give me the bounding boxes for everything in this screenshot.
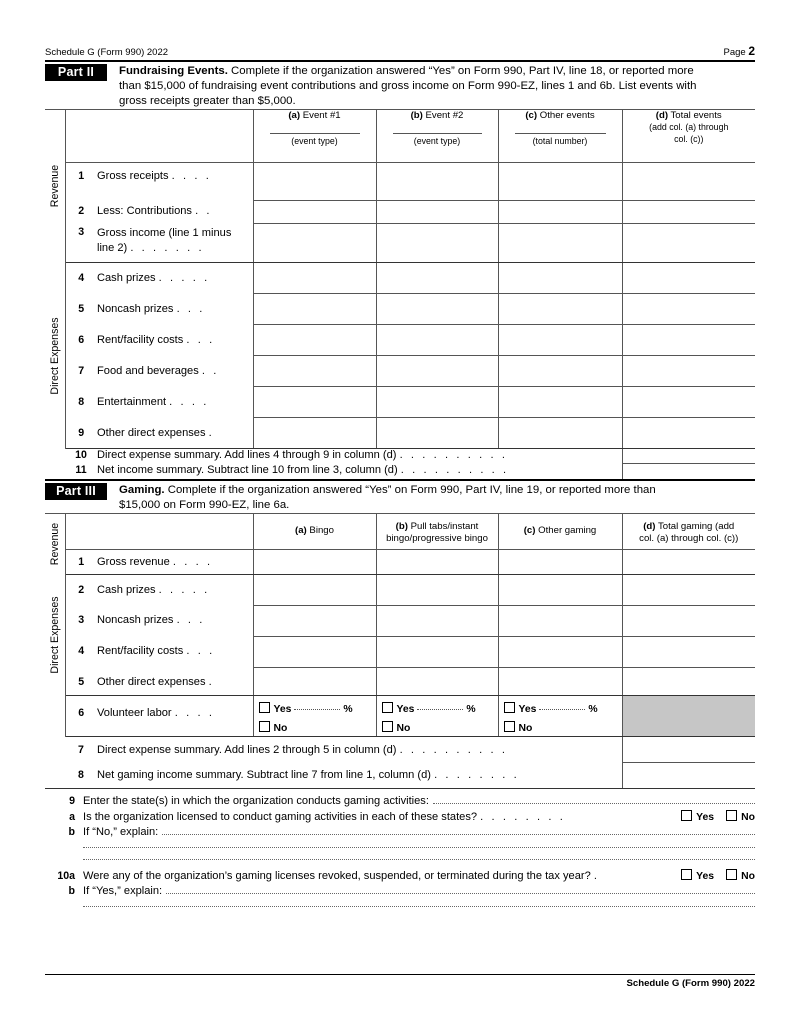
part2-row-2 <box>45 201 755 224</box>
part2-row-7-num: 7 <box>78 364 85 377</box>
part3-row-5-col-d[interactable] <box>622 667 755 695</box>
part3-expenses-side-label: Direct Expenses <box>45 574 65 695</box>
part2-row-3-col-d[interactable] <box>622 224 755 263</box>
part2-row-2-label: Less: Contributions . . <box>97 204 213 217</box>
question-9 <box>45 795 755 807</box>
part2-column-header-row <box>45 110 755 163</box>
schedule-title: Schedule G (Form 990) 2022 <box>45 47 169 58</box>
part3-row-4-label: Rent/facility costs . . . <box>97 645 215 658</box>
part3-row-2-col-c[interactable] <box>498 574 622 605</box>
gaming-questions <box>45 788 755 907</box>
part2-row-2-col-d[interactable] <box>622 201 755 224</box>
volunteer-a-yes-row[interactable]: Yes % <box>259 699 371 717</box>
part3-row-5-col-b[interactable] <box>376 667 498 695</box>
volunteer-c-no-checkbox[interactable] <box>504 721 515 732</box>
part3-row-7-label: Direct expense summary. Add lines 2 through 5 in column (d) . . . . . . . . . . <box>97 743 508 756</box>
question-9a <box>45 810 755 823</box>
volunteer-a-yes-checkbox[interactable] <box>259 702 270 713</box>
part2-col-d-header: (d) Total events (add col. (a) through col. (c)) <box>622 110 755 163</box>
question-10a-yesno: Yes No <box>673 869 755 882</box>
part3-header-spacer <box>65 513 253 549</box>
question-9b-answer-line-1[interactable] <box>162 834 755 835</box>
question-9a-no-checkbox[interactable] <box>726 810 737 821</box>
volunteer-a-no-row[interactable]: No <box>259 718 371 736</box>
volunteer-b-no-checkbox[interactable] <box>382 721 393 732</box>
part3-row-5-col-c[interactable] <box>498 667 622 695</box>
question-9a-yesno: Yes No <box>673 810 755 823</box>
part3-volunteer-col-c <box>498 695 622 736</box>
page-header <box>45 44 755 60</box>
part2-row-6-col-a[interactable] <box>253 325 376 356</box>
part3-row-4-col-a[interactable] <box>253 636 376 667</box>
part3-revenue-side-label: Revenue <box>45 513 65 574</box>
part3-row-5-col-a[interactable] <box>253 667 376 695</box>
part2-row-6-col-c[interactable] <box>498 325 622 356</box>
part2-row-1-num: 1 <box>78 170 85 183</box>
part2-col-b-header: (b) Event #2 (event type) <box>376 110 498 163</box>
part2-row-8-label: Entertainment . . . . <box>97 395 209 408</box>
question-9b <box>45 826 755 838</box>
part2-row-1-col-d[interactable] <box>622 163 755 201</box>
part3-row-7-col-d[interactable] <box>622 736 755 762</box>
part3-row-3-col-a[interactable] <box>253 605 376 636</box>
part2-desc-line2: than $15,000 of fundraising event contributions and gross income on Form 990-EZ, lines 1 and 6b. List events with <box>119 80 697 93</box>
part2-row-4-label: Cash prizes . . . . . <box>97 272 210 285</box>
volunteer-b-yes-checkbox[interactable] <box>382 702 393 713</box>
question-10a-no-checkbox[interactable] <box>726 869 737 880</box>
part3-volunteer-col-d-shaded <box>622 695 755 736</box>
question-9a-num: a <box>69 811 75 824</box>
part2-row-1-col-b[interactable] <box>376 163 498 201</box>
part3-desc-line2: $15,000 on Form 990-EZ, line 6a. <box>119 498 290 511</box>
question-9-answer-line[interactable] <box>433 803 755 804</box>
footer-text: Schedule G (Form 990) 2022 <box>626 978 755 989</box>
question-10a-text: Were any of the organization’s gaming licenses revoked, suspended, or terminated during the tax year? . <box>83 870 600 883</box>
part2-col-c-header: (c) Other events (total number) <box>498 110 622 163</box>
part2-row-10-num: 10 <box>75 449 87 462</box>
part2-row-8-col-c[interactable] <box>498 387 622 418</box>
part3-volunteer-col-b <box>376 695 498 736</box>
part3-side-blank <box>45 695 65 736</box>
volunteer-a-percent-line[interactable] <box>294 709 340 710</box>
part3-volunteer-col-a <box>253 695 376 736</box>
part3-row-1-label: Gross revenue . . . . <box>97 549 253 574</box>
part2-row-8-col-b[interactable] <box>376 387 498 418</box>
part2-row-8-col-a[interactable] <box>253 387 376 418</box>
part2-row-7-col-d[interactable] <box>622 356 755 387</box>
part2-row-11-label: Net income summary. Subtract line 10 from line 3, column (d) . . . . . . . . . . <box>97 463 509 476</box>
part2-row-5-col-d[interactable] <box>622 294 755 325</box>
question-9a-text: Is the organization licensed to conduct gaming activities in each of these states? . . . . . . . . <box>83 811 566 824</box>
part2-row-9-label: Other direct expenses . <box>97 418 253 449</box>
question-10a-num: 10a <box>57 870 75 883</box>
volunteer-c-yes-row[interactable]: Yes % <box>504 699 617 717</box>
question-9-num: 9 <box>69 795 75 808</box>
page-number: 2 <box>748 44 755 58</box>
part2-row-5-col-a[interactable] <box>253 294 376 325</box>
part3-row-3 <box>45 605 755 636</box>
part2-row-3-col-a[interactable] <box>253 224 376 263</box>
volunteer-c-no-row[interactable]: No <box>504 718 617 736</box>
part2-row-4-num: 4 <box>78 272 85 285</box>
part3-row-6-volunteer-labor <box>45 695 755 736</box>
part2-row-10-label: Direct expense summary. Add lines 4 through 9 in column (d) . . . . . . . . . . <box>97 449 508 462</box>
question-10b <box>45 885 755 897</box>
part2-row-8-col-d[interactable] <box>622 387 755 418</box>
page-label: Page <box>723 47 746 58</box>
question-10b-num: b <box>68 885 75 898</box>
part3-row-1-col-a[interactable] <box>253 549 376 574</box>
part2-banner <box>45 60 755 109</box>
part2-row-5 <box>45 294 755 325</box>
question-9-text: Enter the state(s) in which the organization conducts gaming activities: <box>83 795 429 808</box>
part2-row-4-col-d[interactable] <box>622 263 755 294</box>
part3-col-c-header: (c) Other gaming <box>498 513 622 549</box>
part2-row-7 <box>45 356 755 387</box>
part2-row-5-num: 5 <box>78 302 85 315</box>
part2-row-7-col-c[interactable] <box>498 356 622 387</box>
part2-tag: Part II <box>45 64 107 81</box>
part2-row-6-col-d[interactable] <box>622 325 755 356</box>
part2-row-11-num: 11 <box>75 463 87 476</box>
part3-row-3-num: 3 <box>78 614 85 627</box>
part2-row-11-col-d[interactable] <box>622 464 755 479</box>
volunteer-b-no-row[interactable]: No <box>382 718 493 736</box>
part2-row-4 <box>45 263 755 294</box>
part2-desc-line3: gross receipts greater than $5,000. <box>119 95 296 108</box>
part2-row-10-col-d[interactable] <box>622 449 755 464</box>
page-footer <box>45 974 755 989</box>
volunteer-a-no-checkbox[interactable] <box>259 721 270 732</box>
part2-row-9 <box>45 418 755 449</box>
part2-row-5-col-c[interactable] <box>498 294 622 325</box>
part2-row-6-num: 6 <box>78 333 85 346</box>
volunteer-c-percent-line[interactable] <box>539 709 585 710</box>
page-indicator <box>723 44 755 58</box>
part2-row-1 <box>45 163 755 201</box>
part3-desc-line1: Complete if the organization answered “Yes” on Form 990, Part IV, line 19, or reported more than <box>164 483 656 496</box>
question-9b-answer-line-3[interactable] <box>83 859 755 860</box>
part2-description <box>119 64 755 109</box>
part3-col-d-header: (d) Total gaming (add col. (a) through col. (c)) <box>622 513 755 549</box>
part3-row-2-col-a[interactable] <box>253 574 376 605</box>
part3-row-7 <box>45 736 755 762</box>
part3-row-4-col-b[interactable] <box>376 636 498 667</box>
part3-row-7-num: 7 <box>78 743 84 756</box>
part2-row-11 <box>45 464 755 479</box>
part2-row-2-col-b[interactable] <box>376 201 498 224</box>
question-9a-yes-checkbox[interactable] <box>681 810 692 821</box>
part2-row-7-label: Food and beverages . . <box>97 364 219 377</box>
part3-tag: Part III <box>45 483 107 500</box>
part2-row-3 <box>45 224 755 263</box>
part2-col-a-header: (a) Event #1 (event type) <box>253 110 376 163</box>
part3-row-8 <box>45 762 755 788</box>
part2-row-3-label: Gross income (line 1 minus line 2) . . . . . . . <box>97 224 253 263</box>
part2-row-1-col-a[interactable] <box>253 163 376 201</box>
part3-row-1 <box>45 549 755 574</box>
part3-col-a-header: (a) Bingo <box>253 513 376 549</box>
part3-row-2-label: Cash prizes . . . . . <box>97 583 210 596</box>
part2-row-4-col-c[interactable] <box>498 263 622 294</box>
part3-row-3-col-d[interactable] <box>622 605 755 636</box>
part3-row-6-label: Volunteer labor . . . . <box>97 695 253 736</box>
part2-row-3-col-c[interactable] <box>498 224 622 263</box>
part3-col-b-header: (b) Pull tabs/instant bingo/progressive bingo <box>376 513 498 549</box>
question-10b-answer-line-2[interactable] <box>83 906 755 907</box>
part3-row-1-col-b[interactable] <box>376 549 498 574</box>
part2-row-9-col-d[interactable] <box>622 418 755 449</box>
part3-row-1-col-c[interactable] <box>498 549 622 574</box>
part3-row-8-label: Net gaming income summary. Subtract line 7 from line 1, column (d) . . . . . . . . <box>97 769 520 782</box>
part2-row-2-col-a[interactable] <box>253 201 376 224</box>
part2-row-5-label: Noncash prizes . . . <box>97 302 205 315</box>
part2-row-3-num: 3 <box>65 224 97 263</box>
part2-desc-line1: Complete if the organization answered “Yes” on Form 990, Part IV, line 18, or reported more <box>227 65 694 77</box>
part3-row-3-col-b[interactable] <box>376 605 498 636</box>
part3-table <box>45 513 755 789</box>
question-10a <box>45 869 755 882</box>
part3-row-6-num: 6 <box>65 695 97 736</box>
part2-title: Fundraising Events. <box>119 65 228 77</box>
col-a-rule <box>270 133 360 134</box>
part3-description <box>119 483 755 513</box>
question-9b-answer-line-2[interactable] <box>83 847 755 848</box>
part3-row-1-col-d[interactable] <box>622 549 755 574</box>
part3-row-4 <box>45 636 755 667</box>
col-b-rule <box>393 133 482 134</box>
part3-row-2-col-b[interactable] <box>376 574 498 605</box>
part2-row-9-col-a[interactable] <box>253 418 376 449</box>
part2-row-4-col-b[interactable] <box>376 263 498 294</box>
part2-row-7-col-b[interactable] <box>376 356 498 387</box>
part3-row-3-label: Noncash prizes . . . <box>97 614 205 627</box>
part2-row-9-num: 9 <box>65 418 97 449</box>
part2-row-8 <box>45 387 755 418</box>
part2-row-6-label: Rent/facility costs . . . <box>97 333 215 346</box>
part2-row-3-col-b[interactable] <box>376 224 498 263</box>
part3-row-2-num: 2 <box>78 583 85 596</box>
part3-banner <box>45 479 755 513</box>
col-c-rule <box>515 133 606 134</box>
part2-row-1-label: Gross receipts . . . . <box>97 170 212 183</box>
question-10b-text: If “Yes,” explain: <box>83 885 163 898</box>
part3-title: Gaming. <box>119 483 165 496</box>
volunteer-b-yes-row[interactable]: Yes % <box>382 699 493 717</box>
question-10a-yes-checkbox[interactable] <box>681 869 692 880</box>
part3-row-4-col-c[interactable] <box>498 636 622 667</box>
part3-row-5 <box>45 667 755 695</box>
part2-row-5-col-b[interactable] <box>376 294 498 325</box>
volunteer-c-yes-checkbox[interactable] <box>504 702 515 713</box>
question-10b-answer-line-1[interactable] <box>166 893 755 894</box>
part2-row-6-col-b[interactable] <box>376 325 498 356</box>
part3-row-1-num: 1 <box>65 549 97 574</box>
part3-row-4-num: 4 <box>78 645 85 658</box>
part2-row-4-col-a[interactable] <box>253 263 376 294</box>
part2-row-1-col-c[interactable] <box>498 163 622 201</box>
part3-column-header-row <box>45 513 755 549</box>
part3-row-5-label: Other direct expenses . <box>97 667 253 695</box>
part2-row-2-num: 2 <box>78 204 85 217</box>
part2-row-6 <box>45 325 755 356</box>
part3-row-2 <box>45 574 755 605</box>
part2-row-9-col-c[interactable] <box>498 418 622 449</box>
question-9b-num: b <box>68 826 75 839</box>
part2-revenue-side-label: Revenue <box>45 110 65 263</box>
part2-row-9-col-b[interactable] <box>376 418 498 449</box>
part2-row-2-col-c[interactable] <box>498 201 622 224</box>
part3-row-8-num: 8 <box>78 769 84 782</box>
question-9b-text: If “No,” explain: <box>83 826 159 839</box>
part2-row-10 <box>45 449 755 464</box>
part2-expenses-side-label: Direct Expenses <box>45 263 65 449</box>
part2-header-spacer <box>65 110 253 163</box>
part2-table <box>45 109 755 479</box>
part3-row-2-col-d[interactable] <box>622 574 755 605</box>
part3-row-3-col-c[interactable] <box>498 605 622 636</box>
part3-row-8-col-d[interactable] <box>622 762 755 788</box>
part2-row-8-num: 8 <box>78 395 85 408</box>
volunteer-b-percent-line[interactable] <box>417 709 463 710</box>
part2-row-7-col-a[interactable] <box>253 356 376 387</box>
part3-row-4-col-d[interactable] <box>622 636 755 667</box>
part3-row-5-num: 5 <box>65 667 97 695</box>
